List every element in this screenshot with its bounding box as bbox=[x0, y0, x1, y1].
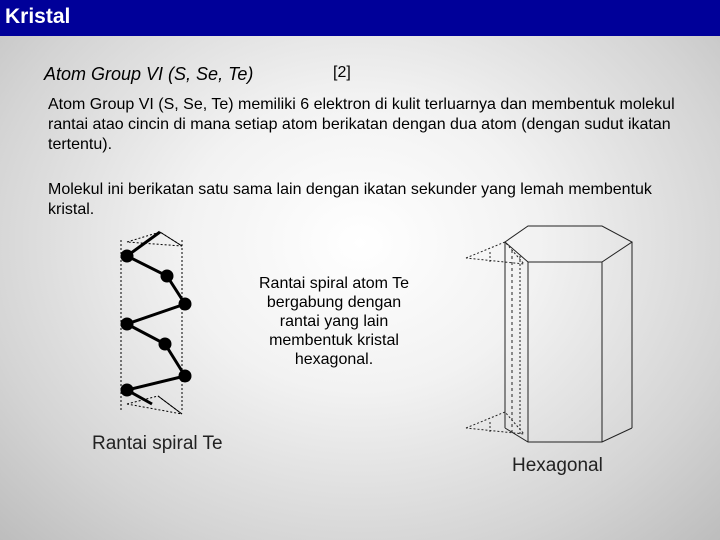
te-atom bbox=[121, 384, 134, 397]
te-atom bbox=[159, 338, 172, 351]
te-atom bbox=[161, 270, 174, 283]
te-atom bbox=[121, 250, 134, 263]
paragraph-secondary-bonds: Molekul ini berikatan satu sama lain dengan ikatan sekunder yang lemah membentuk kristal. bbox=[48, 181, 652, 218]
te-atom bbox=[121, 318, 134, 331]
hexagonal-label: Hexagonal bbox=[512, 455, 603, 476]
reference-marker: [2] bbox=[333, 64, 351, 81]
hexagonal-prism-diagram bbox=[466, 226, 632, 442]
spiral-chain-label: Rantai spiral Te bbox=[92, 433, 223, 454]
slide-subtitle: Atom Group VI (S, Se, Te) bbox=[44, 64, 254, 84]
paragraph-electron-config: Atom Group VI (S, Se, Te) memiliki 6 elektron di kulit terluarnya dan membentuk molekul rantai atao cincin di mana setiap atom berikatan dengan dua atom (dengan sudut ikatan tertentu). bbox=[48, 96, 675, 153]
te-atom bbox=[179, 298, 192, 311]
te-atom bbox=[179, 370, 192, 383]
spiral-caption: Rantai spiral atom Te bergabung dengan rantai yang lain membentuk kristal hexagonal. bbox=[259, 275, 409, 368]
slide-title: Kristal bbox=[5, 5, 71, 28]
spiral-chain-diagram bbox=[121, 232, 192, 414]
